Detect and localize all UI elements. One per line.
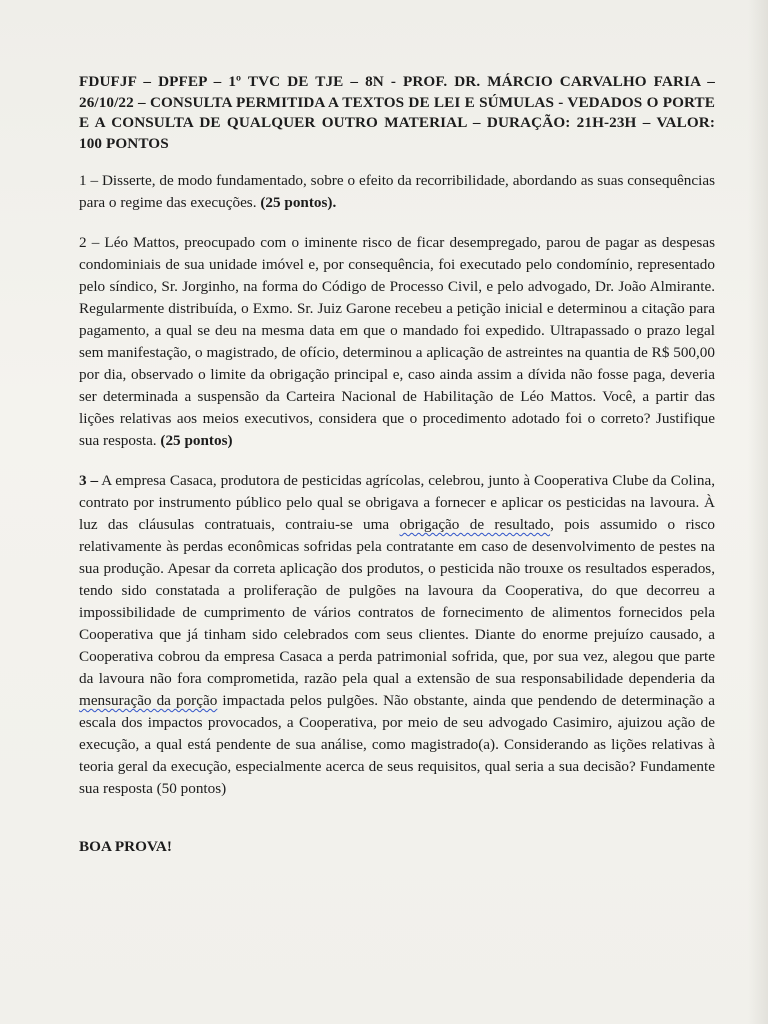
question-1-points: (25 pontos). xyxy=(260,194,337,211)
question-3-text-part3: impactada pelos pulgões. Não obstante, ainda que pendendo de determinação a escala dos impactos provocados, a Cooperativa, por meio de seu advogado Casimiro, ajuizou ação de execução, a qual está pendente de sua análise, como magistrado(a). Considerando as lições relativas à teoria geral da execução, especialmente acerca de seus requisitos, qual seria a sua decisão? Fundamente sua resposta (50 pontos) xyxy=(79,692,716,797)
paper-shadow xyxy=(748,0,768,1024)
exam-document xyxy=(79,72,715,873)
question-3-number: 3 – xyxy=(79,472,99,489)
question-1 xyxy=(79,170,715,214)
question-2-text: Léo Mattos, preocupado com o iminente risco de ficar desempregado, parou de pagar as despesas condominiais de sua unidade imóvel e, por consequência, foi executado pelo condomínio, representado pelo síndico, Sr. Jorginho, na forma do Código de Processo Civil, e pelo advogado, Dr. João Almirante. Regularmente distribuída, o Exmo. Sr. Juiz Garone recebeu a petição inicial e determinou a citação para pagamento, a qual se deu na mesma data em que o mandado foi expedido. Ultrapassado o prazo legal sem manifestação, o magistrado, de ofício, determinou a aplicação de astreintes na quantia de R$ 500,00 por dia, observado o limite da obrigação principal e, caso ainda assim a dívida não fosse paga, deveria ser determinada a suspensão da Carteira Nacional de Habilitação de Léo Mattos. Você, a partir das lições relativas aos meios executivos, considera que o procedimento adotado foi o correto? Justifique sua resposta. xyxy=(79,234,715,449)
question-3-text-part2: , pois assumido o risco relativamente às perdas econômicas sofridas pela contratante em caso de desenvolvimento de pestes na sua produção. Apesar da correta aplicação dos produtos, o pesticida não trouxe os resultados esperados, tendo sido constatada a proliferação de pulgões na lavoura da Cooperativa, do que decorreu a impossibilidade de cumprimento de vários contratos de fornecimento de alimentos fornecidos pela Cooperativa que já tinham sido celebrados com seus clientes. Diante do enorme prejuízo causado, a Cooperativa cobrou da empresa Casaca a perda patrimonial sofrida, que, por sua vez, alegou que parte da lavoura não fora comprometida, razão pela qual a extensão de sua responsabilidade dependeria da xyxy=(79,516,715,687)
question-1-text: Disserte, de modo fundamentado, sobre o efeito da recorribilidade, abordando as suas consequências para o regime das execuções. xyxy=(79,172,715,211)
closing-message: BOA PROVA! xyxy=(79,838,172,855)
question-2-points: (25 pontos) xyxy=(160,432,233,449)
question-3-underline-1: obrigação de resultado xyxy=(399,516,551,533)
exam-header: FDUFJF – DPFEP – 1º TVC DE TJE – 8N - PROF. DR. MÁRCIO CARVALHO FARIA – 26/10/22 – CONSULTA PERMITIDA A TEXTOS DE LEI E SÚMULAS - VEDADOS O PORTE E A CONSULTA DE QUALQUER OUTRO MATERIAL – DURAÇÃO: 21H-23H – VALOR: 100 PONTOS xyxy=(79,73,715,152)
question-2 xyxy=(79,232,715,452)
question-2-number: 2 – xyxy=(79,234,100,251)
question-3-text-part1: A empresa Casaca, produtora de pesticidas agrícolas, celebrou, junto à Cooperativa Clube da Colina, contrato por instrumento público pelo qual se obrigava a fornecer e aplicar os pesticidas na lavoura. À luz das cláusulas contratuais, contraiu-se uma xyxy=(79,472,715,533)
question-3-underline-2: mensuração da porção xyxy=(79,692,218,709)
question-3 xyxy=(79,470,715,800)
question-1-number: 1 – xyxy=(79,172,99,189)
